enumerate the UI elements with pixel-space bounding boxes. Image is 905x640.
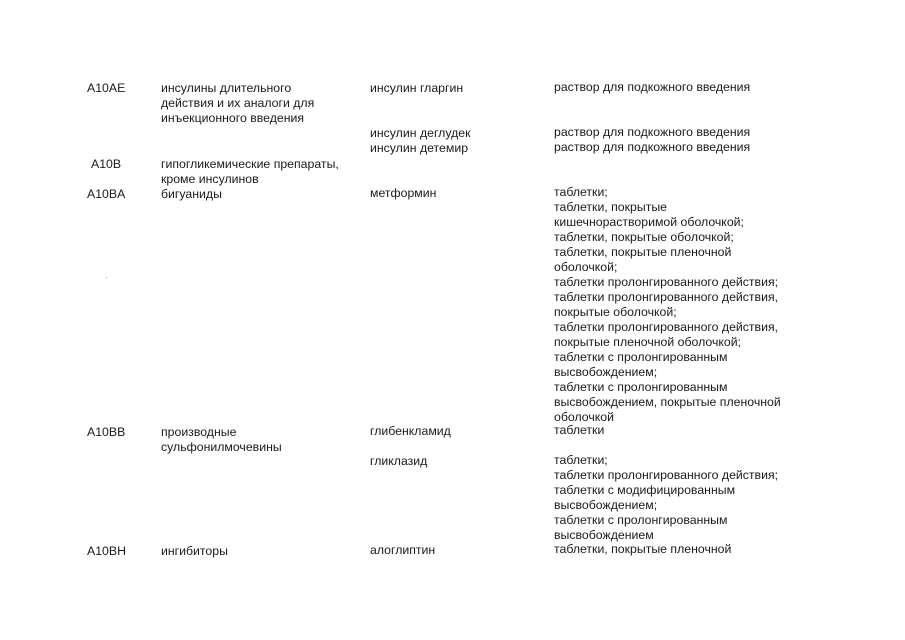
dosage-form: таблетки; <box>554 185 608 199</box>
dosage-form: таблетки с пролонгированным <box>554 380 728 394</box>
dosage-form: таблетки, покрытые пленочной <box>554 245 732 259</box>
dosage-form: таблетки пролонгированного действия, <box>554 320 779 334</box>
text-line: инъекционного введения <box>161 111 305 125</box>
atc-group-name <box>161 187 222 202</box>
dosage-form: раствор для подкожного введения <box>554 80 751 94</box>
dosage-form-list <box>554 185 781 425</box>
dosage-form: таблетки с модифицированным <box>554 483 736 497</box>
text-line: гипогликемические препараты, <box>161 157 339 171</box>
text-line: действия и их аналоги для <box>161 96 315 110</box>
text-line: инсулины длительного <box>161 81 292 95</box>
dosage-form: таблетки; <box>554 453 608 467</box>
substance-name: глибенкламид <box>370 424 451 438</box>
text-line: сульфонилмочевины <box>161 440 282 454</box>
dosage-form: высвобождением, покрытые пленочной <box>554 395 781 409</box>
atc-code: A10AE <box>87 81 126 95</box>
dosage-form: таблетки пролонгированного действия; <box>554 468 779 482</box>
dosage-form: раствор для подкожного введения <box>554 125 751 139</box>
dosage-form: таблетки, покрытые оболочкой; <box>554 230 734 244</box>
atc-group-name <box>161 425 282 455</box>
dosage-form: таблетки <box>554 423 605 437</box>
atc-code: A10B <box>91 157 122 171</box>
dosage-form: таблетки с пролонгированным <box>554 513 728 527</box>
dosage-form: высвобождением; <box>554 498 658 512</box>
dosage-form: таблетки, покрытые пленочной <box>554 542 732 556</box>
dosage-form: кишечнорастворимой оболочкой; <box>554 215 744 229</box>
dosage-form-list <box>554 453 778 543</box>
atc-group-name <box>161 81 314 126</box>
dosage-form: оболочкой <box>554 410 614 424</box>
dosage-form: таблетки, покрытые <box>554 200 668 214</box>
substance-name: инсулин гларгин <box>370 81 464 95</box>
atc-group-name <box>161 544 228 559</box>
text-line: ингибиторы <box>161 544 228 558</box>
dosage-form: покрытые пленочной оболочкой; <box>554 335 742 349</box>
atc-code: A10BB <box>87 425 126 439</box>
atc-code: A10BA <box>87 187 126 201</box>
atc-group-name <box>161 157 339 187</box>
text-line: бигуаниды <box>161 187 222 201</box>
text-line: производные <box>161 425 237 439</box>
dosage-form: таблетки пролонгированного действия, <box>554 290 779 304</box>
atc-code: A10BH <box>87 544 126 558</box>
dosage-form: высвобождением; <box>554 365 658 379</box>
dosage-form: таблетки с пролонгированным <box>554 350 728 364</box>
scan-speck <box>106 277 107 278</box>
substance-name: алоглиптин <box>370 543 436 557</box>
dosage-form: высвобождением <box>554 528 654 542</box>
substance-name: инсулин детемир <box>370 141 469 155</box>
text-line: кроме инсулинов <box>161 172 259 186</box>
dosage-form: раствор для подкожного введения <box>554 140 751 154</box>
dosage-form: таблетки пролонгированного действия; <box>554 275 779 289</box>
substance-name: метформин <box>370 186 437 200</box>
substance-name: гликлазид <box>370 454 428 468</box>
substance-name: инсулин деглудек <box>370 126 471 140</box>
dosage-form: покрытые оболочкой; <box>554 305 677 319</box>
dosage-form: оболочкой; <box>554 260 618 274</box>
